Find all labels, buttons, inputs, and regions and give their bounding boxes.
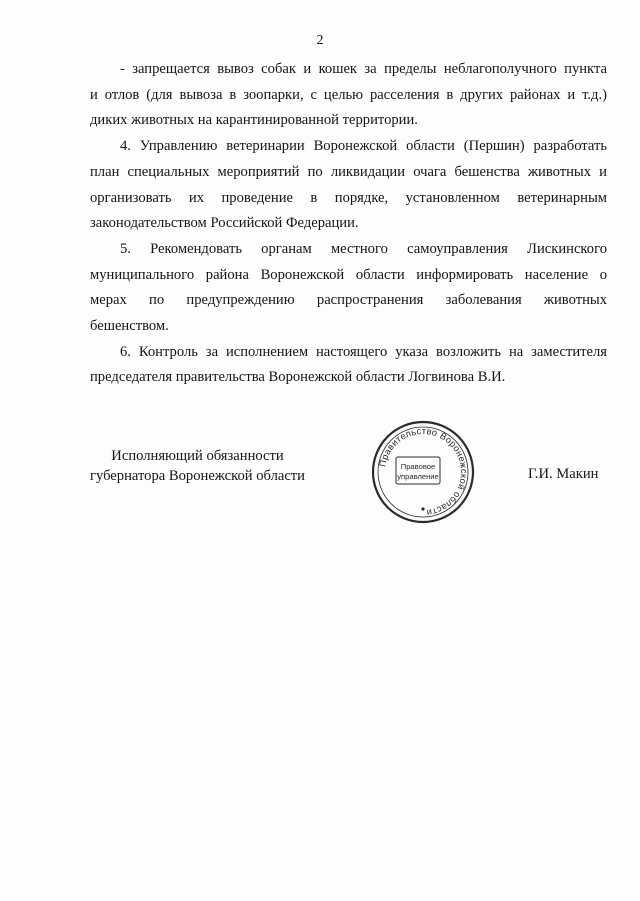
seal-ring-text: Правительство Воронежской области xyxy=(377,425,470,518)
text-line: председателя правительства Воронежской области Логвинова В.И. xyxy=(90,369,506,386)
text-line: законодательством Российской Федерации. xyxy=(90,215,359,232)
paragraph-item-5 xyxy=(90,237,607,340)
text-line: 4. Управлению ветеринарии Воронежской области (Першин) разработать xyxy=(120,138,607,155)
text-line: план специальных мероприятий по ликвидации очага бешенства животных и xyxy=(90,163,607,180)
text-line: мерах по предупреждению распространения заболевания животных xyxy=(90,292,607,309)
paragraph-restrictions xyxy=(90,57,607,134)
signatory-title xyxy=(84,446,311,486)
official-seal-stamp xyxy=(371,420,475,524)
seal-dot xyxy=(421,507,424,510)
paragraph-item-4 xyxy=(90,134,607,237)
text-line: 5. Рекомендовать органам местного самоуправления Лискинского xyxy=(120,240,607,257)
text-line: 6. Контроль за исполнением настоящего указа возложить на заместителя xyxy=(120,343,607,360)
document-body xyxy=(90,57,607,391)
text-line: муниципального района Воронежской области информировать население о xyxy=(90,266,607,283)
text-line: бешенством. xyxy=(90,318,169,335)
text-line: и отлов (для вывоза в зоопарки, с целью расселения в других районах и т.д.) xyxy=(90,86,607,103)
text-line: организовать их проведение в порядке, установленном ветеринарным xyxy=(90,189,607,206)
signatory-name: Г.И. Макин xyxy=(528,466,599,482)
paragraph-item-6 xyxy=(90,340,607,391)
signatory-title-line: губернатора Воронежской области xyxy=(89,468,305,484)
seal-center-line: управление xyxy=(397,472,439,481)
text-line: диких животных на карантинированной территории. xyxy=(90,112,418,129)
seal-center-line: Правовое xyxy=(400,462,436,471)
page-number: 2 xyxy=(316,33,324,48)
signatory-title-line: Исполняющий обязанности xyxy=(111,448,284,464)
text-line: - запрещается вывоз собак и кошек за пределы неблагополучного пункта xyxy=(120,61,607,77)
